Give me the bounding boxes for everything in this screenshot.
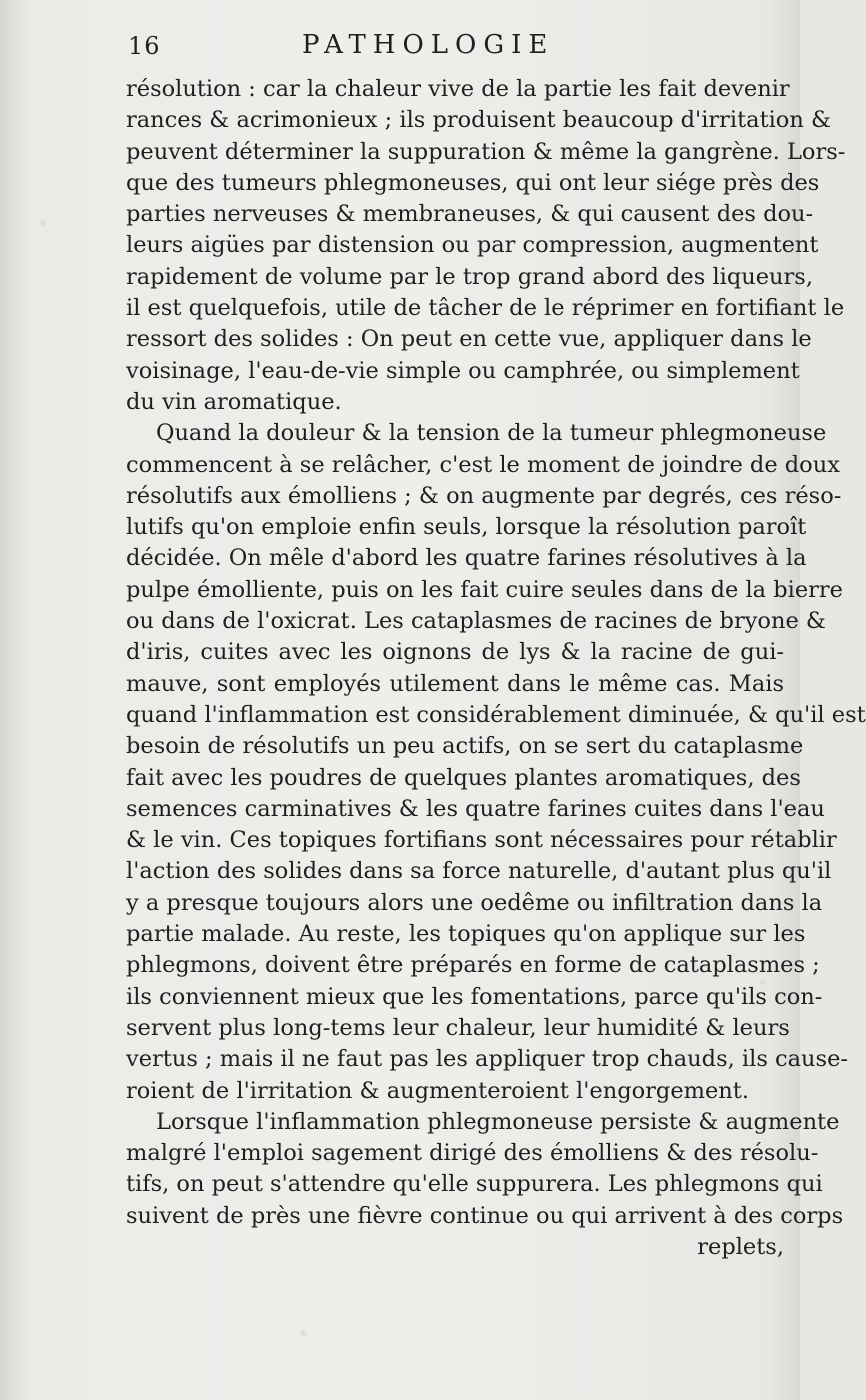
- text-line: pulpe émolliente, puis on les fait cuire seules dans de la bierre: [126, 576, 843, 603]
- text-line: roient de l'irritation & augmenteroient l'engorgement.: [126, 1077, 749, 1104]
- text-line: du vin aromatique.: [126, 388, 342, 415]
- text-line: Lorsque l'inflammation phlegmoneuse persiste & augmente: [156, 1108, 840, 1135]
- text-line: ressort des solides : On peut en cette vue, appliquer dans le: [126, 326, 812, 353]
- text-line: tifs, on peut s'attendre qu'elle suppurera. Les phlegmons qui: [126, 1171, 823, 1198]
- text-line: y a presque toujours alors une oedême ou infiltration dans la: [126, 889, 823, 916]
- text-line: résolutifs aux émolliens ; & on augmente par degrés, ces réso-: [126, 482, 842, 509]
- text-line: rapidement de volume par le trop grand abord des liqueurs,: [126, 263, 813, 290]
- text-line: fait avec les poudres de quelques plantes aromatiques, des: [126, 764, 801, 791]
- page-header: [128, 28, 728, 64]
- paper-speck: [300, 1330, 307, 1337]
- text-line: vertus ; mais il ne faut pas les appliquer trop chauds, ils cause-: [126, 1046, 848, 1073]
- text-line: ils conviennent mieux que les fomentations, parce qu'ils con-: [126, 983, 823, 1010]
- text-line: malgré l'emploi sagement dirigé des émolliens & des résolu-: [126, 1140, 819, 1167]
- text-line: phlegmons, doivent être préparés en forme de cataplasmes ;: [126, 952, 820, 979]
- text-line: mauve, sont employés utilement dans le même cas. Mais: [126, 670, 784, 697]
- text-line: lutifs qu'on emploie enfin seuls, lorsque la résolution paroît: [126, 514, 807, 541]
- text-line: peuvent déterminer la suppuration & même la gangrène. Lors-: [126, 138, 846, 165]
- paragraph-3: [126, 1107, 844, 1232]
- text-line: parties nerveuses & membraneuses, & qui causent des dou-: [126, 201, 814, 228]
- text-line: servent plus long-tems leur chaleur, leur humidité & leurs: [126, 1014, 790, 1041]
- text-line: l'action des solides dans sa force naturelle, d'autant plus qu'il: [126, 858, 832, 885]
- text-line: partie malade. Au reste, les topiques qu'on applique sur les: [126, 921, 806, 948]
- text-line: Quand la douleur & la tension de la tumeur phlegmoneuse: [156, 420, 827, 447]
- text-line: rances & acrimonieux ; ils produisent beaucoup d'irritation &: [126, 107, 832, 134]
- catchword: replets,: [697, 1233, 784, 1260]
- text-line: résolution : car la chaleur vive de la partie les fait devenir: [126, 76, 790, 102]
- paper-speck: [40, 220, 46, 226]
- text-line: quand l'inflammation est considérablement diminuée, & qu'il est: [126, 701, 866, 728]
- body-text: [126, 74, 866, 1263]
- text-line: commencent à se relâcher, c'est le moment de joindre de doux: [126, 451, 840, 478]
- text-line: ou dans de l'oxicrat. Les cataplasmes de racines de bryone &: [126, 608, 826, 635]
- paragraph-2: [126, 418, 866, 1107]
- text-line: il est quelquefois, utile de tâcher de le réprimer en fortifiant le: [126, 295, 845, 322]
- text-line: suivent de près une fièvre continue ou qui arrivent à des corps: [126, 1202, 844, 1229]
- text-line: décidée. On mêle d'abord les quatre farines résolutives à la: [126, 545, 807, 572]
- text-line: leurs aigües par distension ou par compression, augmentent: [126, 232, 819, 259]
- running-title: PATHOLOGIE: [302, 30, 555, 60]
- text-line: besoin de résolutifs un peu actifs, on se sert du cataplasme: [126, 733, 804, 760]
- text-line: que des tumeurs phlegmoneuses, qui ont leur siége près des: [126, 169, 820, 196]
- paragraph-1: [126, 74, 846, 418]
- page-number: 16: [128, 32, 161, 60]
- text-line: voisinage, l'eau-de-vie simple ou camphrée, ou simplement: [126, 357, 800, 384]
- text-line: & le vin. Ces topiques fortifians sont nécessaires pour rétablir: [126, 827, 837, 854]
- text-line: d'iris, cuites avec les oignons de lys & la racine de gui-: [126, 639, 784, 666]
- text-line: semences carminatives & les quatre farines cuites dans l'eau: [126, 795, 825, 822]
